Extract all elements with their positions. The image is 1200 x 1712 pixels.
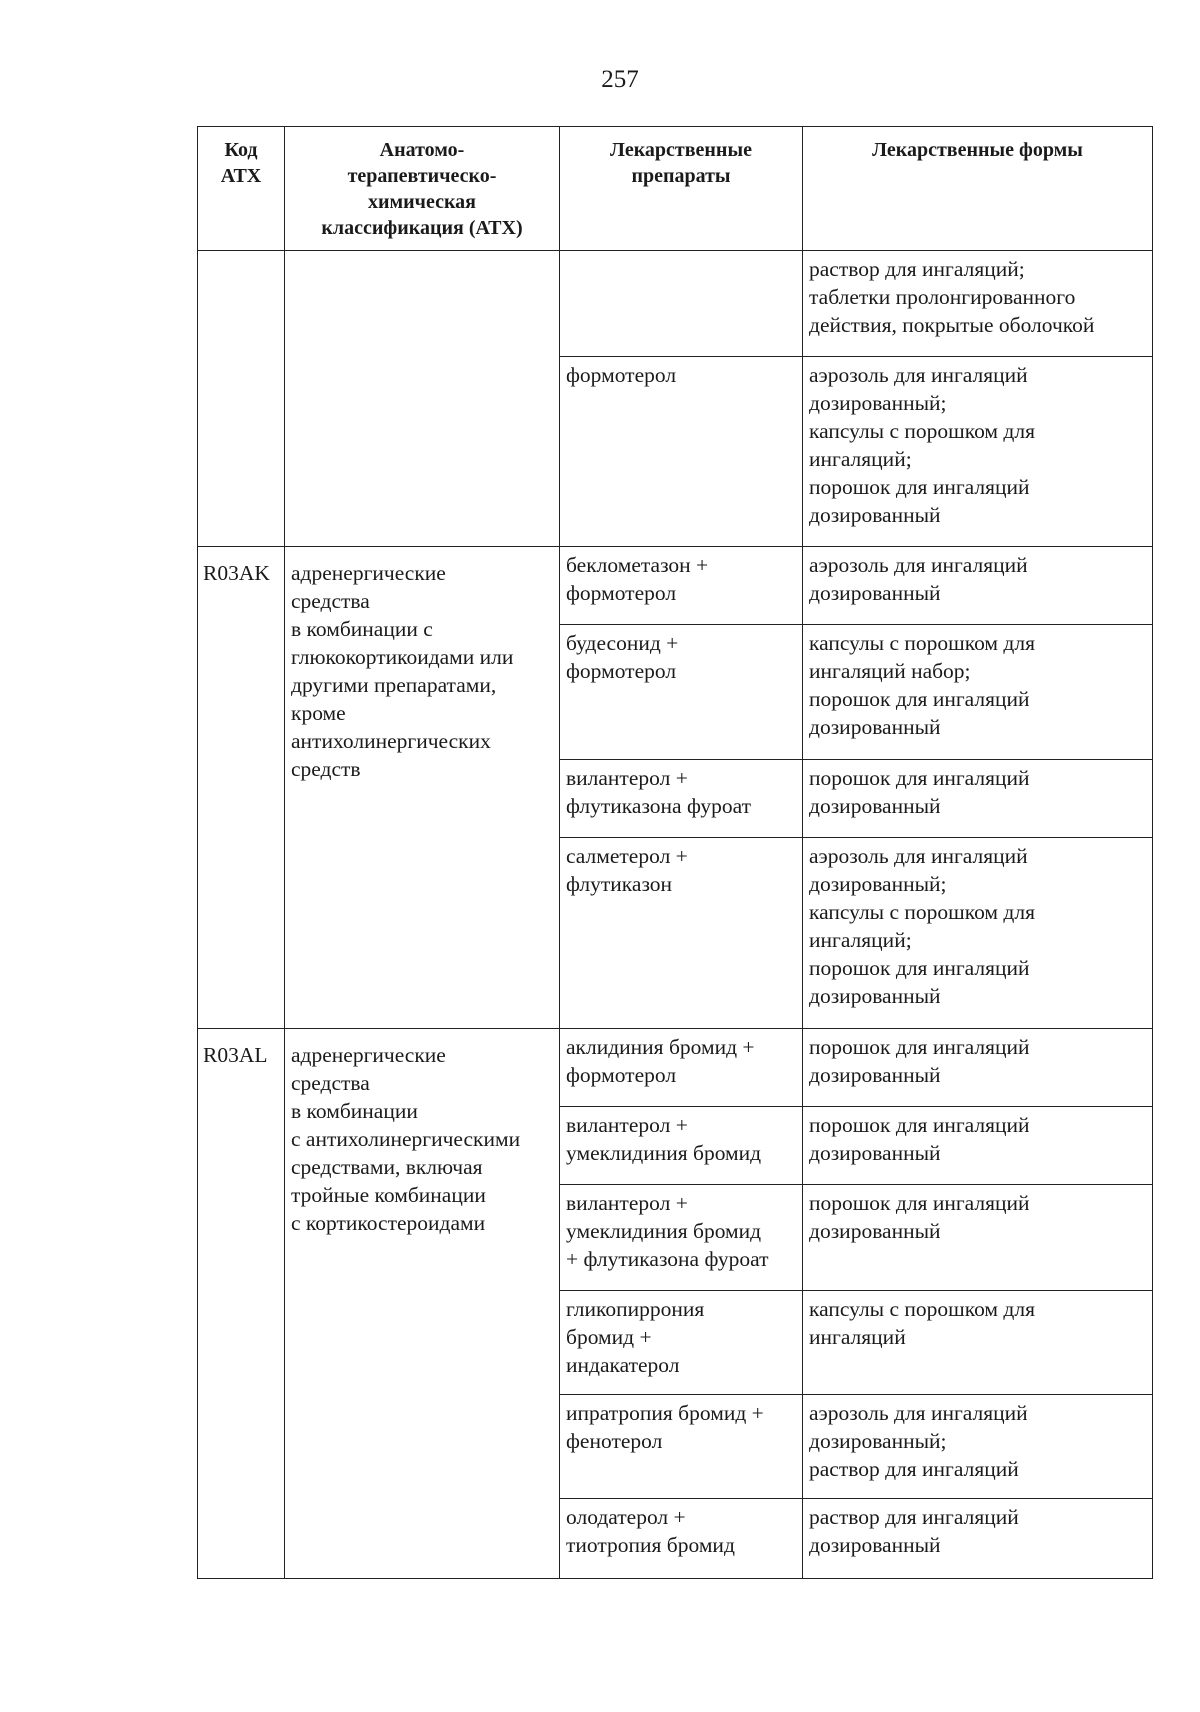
form-cell: раствор для ингаляций; таблетки пролонгированного действия, покрытые оболочкой (803, 251, 1153, 357)
drug-cell: вилантерол + умеклидиния бромид (560, 1107, 803, 1185)
form-cell: аэрозоль для ингаляций дозированный; раствор для ингаляций (803, 1395, 1153, 1499)
drug-cell: аклидиния бромид + формотерол (560, 1029, 803, 1107)
classification-cell: адренергические средства в комбинации с глюкокортикоидами или другими препаратами, кроме антихолинергических средств (285, 547, 560, 1029)
drug-cell: вилантерол + умеклидиния бромид + флутиказона фуроат (560, 1185, 803, 1291)
table-row (198, 547, 1153, 625)
page-number: 257 (601, 66, 639, 93)
table-row (198, 1029, 1153, 1107)
form-cell: капсулы с порошком для ингаляций набор; порошок для ингаляций дозированный (803, 625, 1153, 760)
atx-code-cell: R03AL (198, 1029, 285, 1579)
drug-cell: беклометазон + формотерол (560, 547, 803, 625)
form-cell: капсулы с порошком для ингаляций (803, 1291, 1153, 1395)
form-cell: порошок для ингаляций дозированный (803, 1107, 1153, 1185)
form-cell: аэрозоль для ингаляций дозированный; капсулы с порошком для ингаляций; порошок для ингаляций дозированный (803, 838, 1153, 1029)
form-cell: аэрозоль для ингаляций дозированный (803, 547, 1153, 625)
header-drugs: Лекарственные препараты (560, 127, 803, 251)
header-code: Код АТХ (198, 127, 285, 251)
drug-cell: ипратропия бромид + фенотерол (560, 1395, 803, 1499)
drug-cell: гликопиррония бромид + индакатерол (560, 1291, 803, 1395)
code-cell-empty (198, 251, 285, 547)
table-row (198, 251, 1153, 357)
form-cell: порошок для ингаляций дозированный (803, 760, 1153, 838)
atx-code-cell: R03AK (198, 547, 285, 1029)
atx-table (197, 126, 1153, 1579)
drug-cell: салметерол + флутиказон (560, 838, 803, 1029)
classification-cell-empty (285, 251, 560, 547)
classification-cell: адренергические средства в комбинации с антихолинергическими средствами, включая тройные комбинации с кортикостероидами (285, 1029, 560, 1579)
table-header-row (198, 127, 1153, 251)
drug-cell: формотерол (560, 357, 803, 547)
drug-cell: будесонид + формотерол (560, 625, 803, 760)
drug-cell: олодатерол + тиотропия бромид (560, 1499, 803, 1579)
drug-cell (560, 251, 803, 357)
form-cell: порошок для ингаляций дозированный (803, 1029, 1153, 1107)
form-cell: порошок для ингаляций дозированный (803, 1185, 1153, 1291)
header-classification: Анатомо- терапевтическо- химическая классификация (АТХ) (285, 127, 560, 251)
form-cell: раствор для ингаляций дозированный (803, 1499, 1153, 1579)
form-cell: аэрозоль для ингаляций дозированный; капсулы с порошком для ингаляций; порошок для ингаляций дозированный (803, 357, 1153, 547)
header-forms: Лекарственные формы (803, 127, 1153, 251)
drug-cell: вилантерол + флутиказона фуроат (560, 760, 803, 838)
